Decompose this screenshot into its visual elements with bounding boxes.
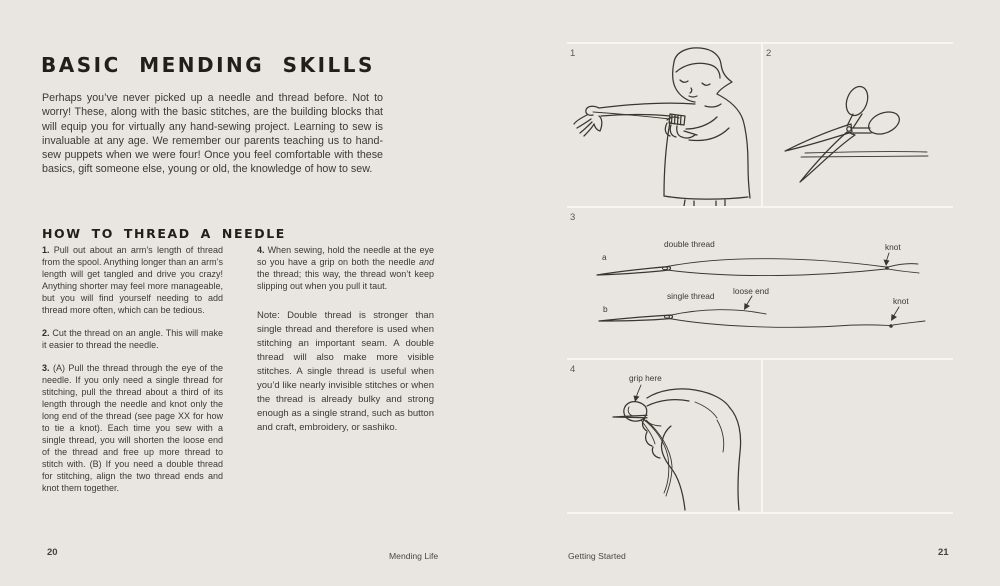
step-1 xyxy=(42,244,223,316)
panel-4-number: 4 xyxy=(570,364,576,375)
illustration-panel-3 xyxy=(567,208,953,358)
hand-gripping-needle-illustration xyxy=(567,360,761,512)
panel-1-number: 1 xyxy=(570,48,576,59)
intro-paragraph: Perhaps you’ve never picked up a needle and thread before. Not to worry! These, along with the basic stitches, are the building blocks that will equip you for virtually any hand-sewing project. Learning to sew is invaluable at any age. We remember our parents teaching us to hand-sew puppets when we were four! Once you feel comfortable with these basics, gift someone else, young or old, the knowledge of how to sew. xyxy=(42,92,383,176)
single-thread-label: single thread xyxy=(667,291,715,301)
person-measuring-thread-illustration xyxy=(567,44,761,206)
step-4-text-italic: and xyxy=(418,257,434,267)
right-page-number: 21 xyxy=(938,547,949,558)
left-page-number: 20 xyxy=(47,547,58,558)
grip-here-label: grip here xyxy=(629,373,662,383)
step-3-number: 3. xyxy=(42,363,50,373)
illustration-panel-4 xyxy=(567,360,761,512)
step-1-text: Pull out about an arm’s length of thread from the spool. Anything longer than an arm’s length will get tangled and drive you crazy! Anything shorter may feel more manageable, but you will find yourself needing to add thread more often, which can be tedious. xyxy=(42,245,223,315)
illustration-panel-1 xyxy=(567,44,761,206)
needle-b-label: b xyxy=(603,304,608,314)
needle-a-label: a xyxy=(602,252,607,262)
step-3 xyxy=(42,362,223,494)
loose-end-label: loose end xyxy=(733,286,769,296)
step-2-text: Cut the thread on an angle. This will make it easier to thread the needle. xyxy=(42,328,223,350)
note-paragraph: Note: Double thread is stronger than single thread and therefore is used when stitching an important seam. A double thread will also make more visible stitches. A single thread is useful when you’d like nearly invisible stitches or when the thread is already bulky and strong enough as a single strand, such as button and craft, embroidery, or sashiko. xyxy=(257,310,434,433)
illustration-panel-2 xyxy=(763,44,953,206)
step-4-number: 4. xyxy=(257,245,265,255)
threaded-needles-illustration xyxy=(567,208,953,358)
panel-divider-col-bottom xyxy=(761,358,763,514)
panel-2-number: 2 xyxy=(766,48,772,59)
step-4 xyxy=(257,244,434,292)
right-running-footer: Getting Started xyxy=(568,551,626,561)
section-heading: HOW TO THREAD A NEEDLE xyxy=(42,226,286,242)
step-4-text: When sewing, hold the needle at the eye so you have a grip on both the needle xyxy=(257,245,434,267)
panel-border-bottom xyxy=(567,512,953,514)
panel-3-number: 3 xyxy=(570,212,576,223)
step-3-text: (A) Pull the thread through the eye of the needle. If you only need a single thread for stitching, pull the thread about a third of its length through the needle and knot only the long end of the thread (see page XX for how to tie a knot). Each time you sew with a single thread, you will shorten the loose end of the thread and free up more thread to stitch with. (B) If you need a double thread for stitching, align the two thread ends and knot them together. xyxy=(42,363,223,493)
page-title: BASIC MENDING SKILLS xyxy=(41,53,375,78)
knot-a-label: knot xyxy=(885,242,901,252)
steps-column-left xyxy=(42,244,223,505)
scissors-cutting-thread-illustration xyxy=(763,44,953,206)
knot-b-label: knot xyxy=(893,296,909,306)
step-1-number: 1. xyxy=(42,245,50,255)
step-4-text-end: the thread; this way, the thread won’t keep slipping out when you pull it taut. xyxy=(257,269,434,291)
steps-column-right xyxy=(257,244,434,435)
left-running-footer: Mending Life xyxy=(389,551,439,561)
double-thread-label: double thread xyxy=(664,239,715,249)
step-2 xyxy=(42,327,223,351)
step-2-number: 2. xyxy=(42,328,50,338)
